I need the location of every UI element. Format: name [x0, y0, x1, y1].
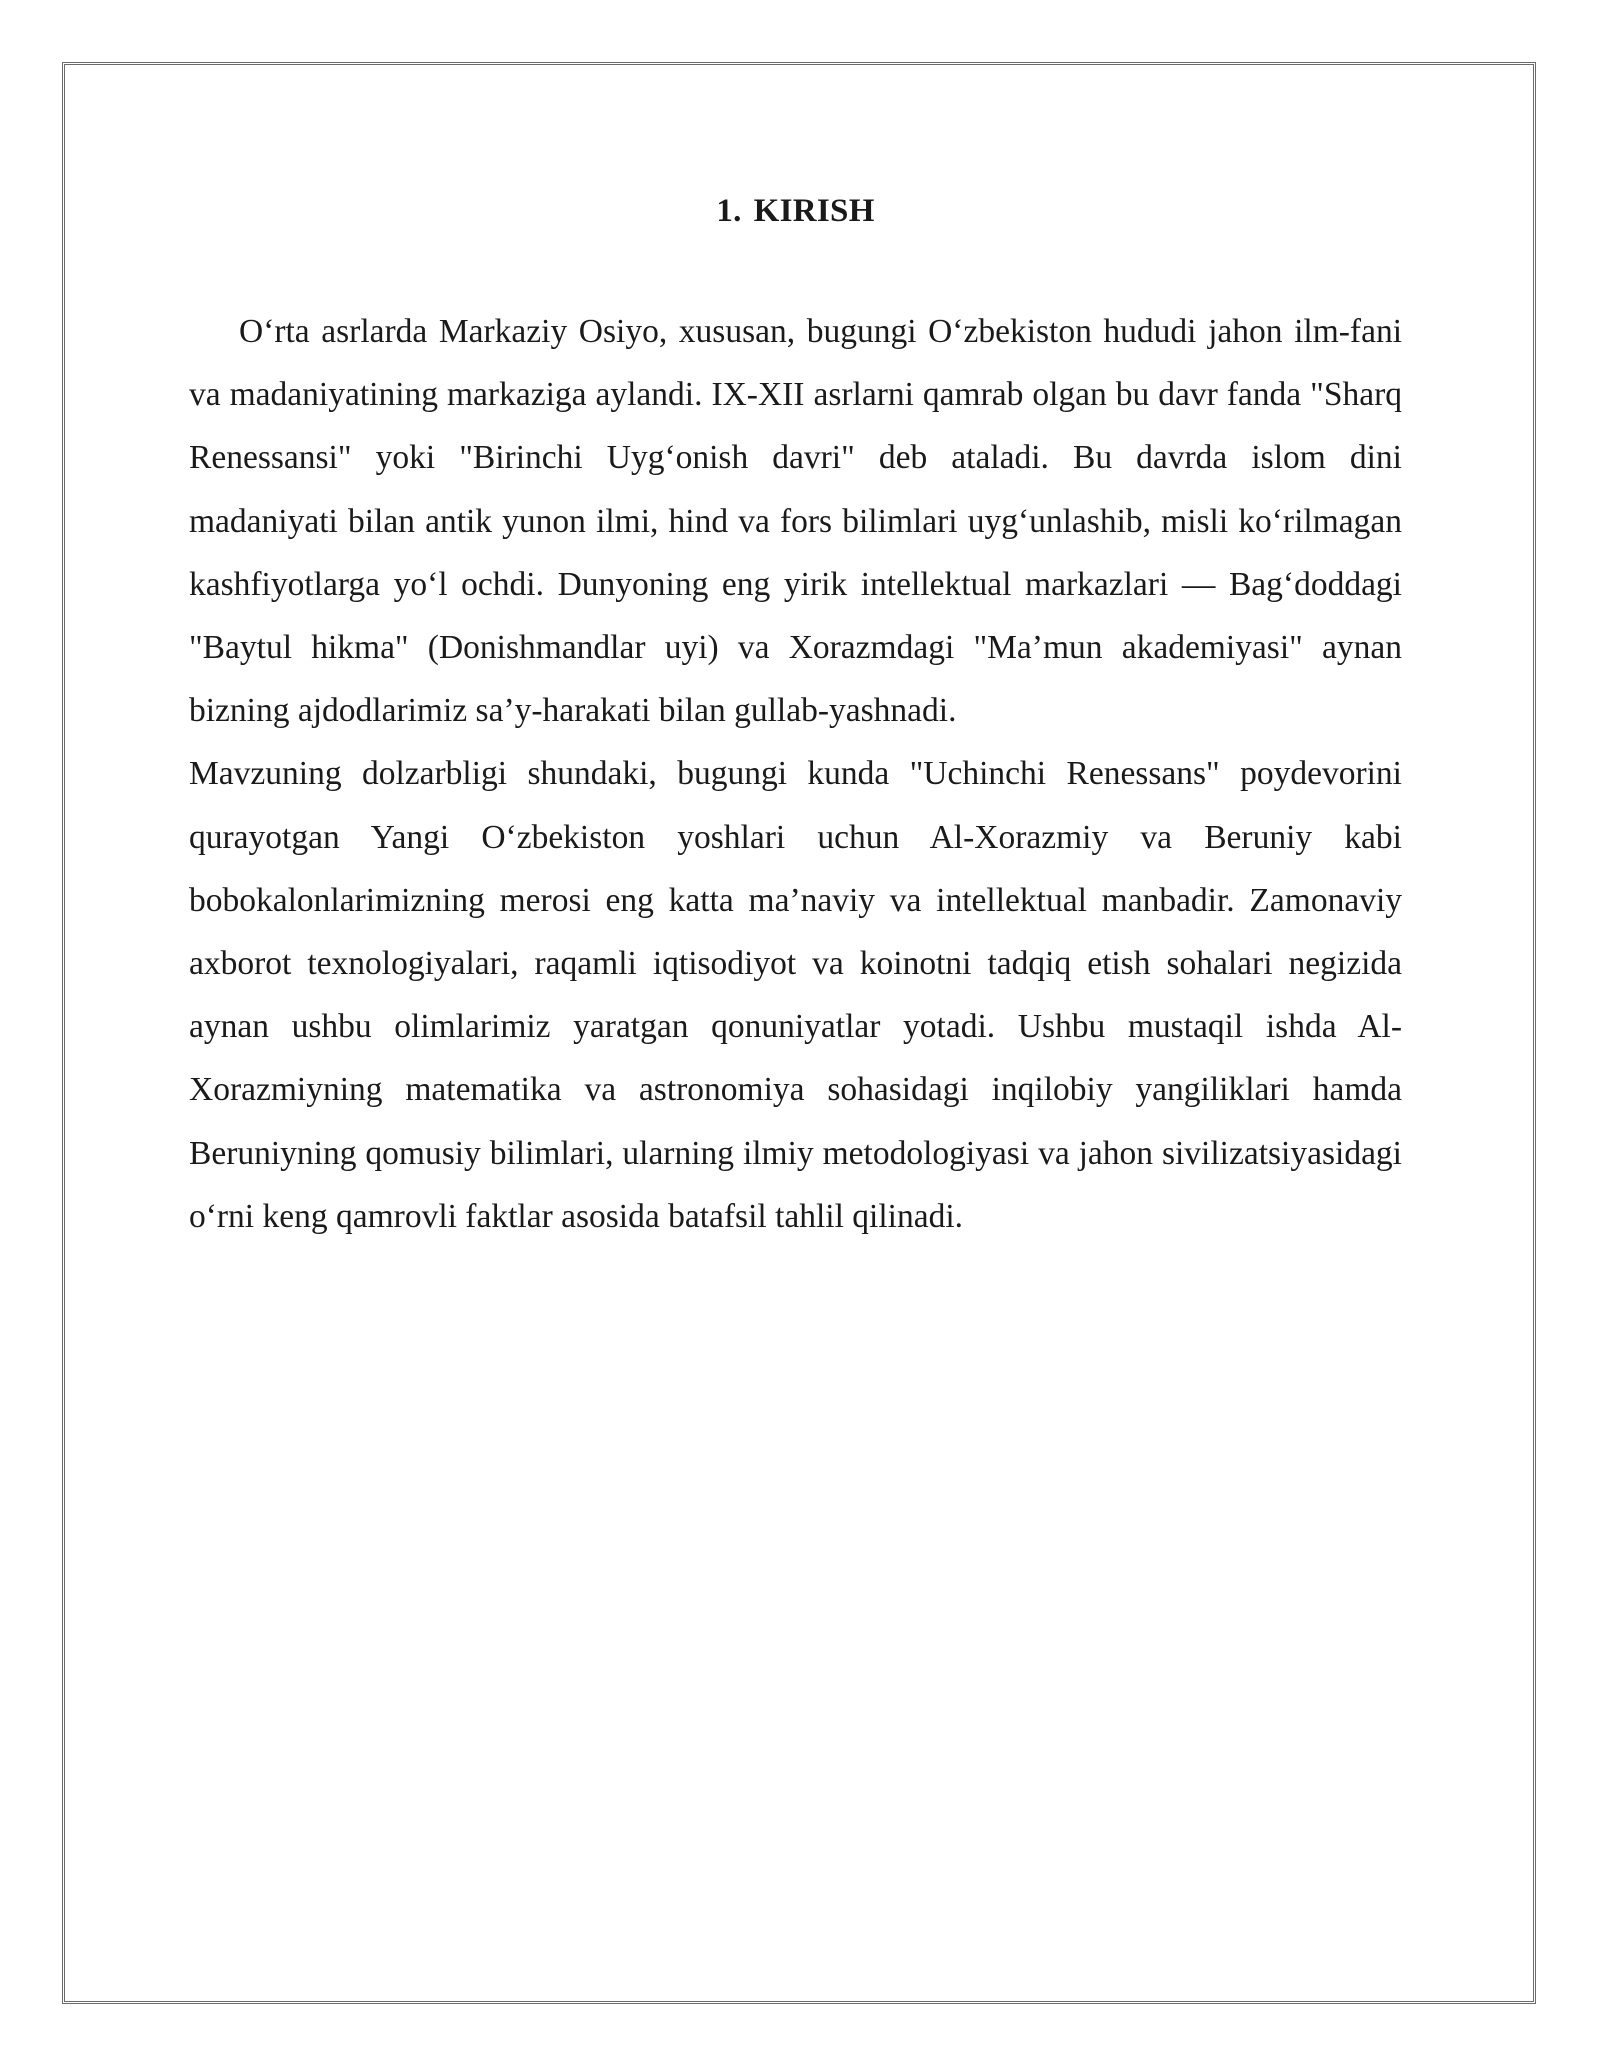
section-title: KIRISH: [753, 193, 875, 229]
intro-paragraph: O‘rta asrlarda Markaziy Osiyo, xususan, bugungi O‘zbekiston hududi jahon ilm-fani va madaniyatining markaziga aylandi. IX-XII asrlarni qamrab olgan bu davr fanda "Sharq Renessansi" yoki "Birinchi Uyg‘onish davri" deb ataladi. Bu davrda islom dini madaniyati bilan antik yunon ilmi, hind va fors bilimlari uyg‘unlashib, misli ko‘rilmagan kashfiyotlarga yo‘l ochdi. Dunyoning eng yirik intellektual markazlari — Bag‘doddagi "Baytul hikma" (Donishmandlar uyi) va Xorazmdagi "Ma’mun akademiyasi" aynan bizning ajdodlarimiz sa’y-harakati bilan gullab-yashnadi.: [189, 313, 1402, 730]
section-heading: [189, 178, 1402, 244]
page-content: [189, 178, 1402, 1248]
relevance-paragraph: Mavzuning dolzarbligi shundaki, bugungi kunda "Uchinchi Renessans" poydevorini qurayotgan Yangi O‘zbekiston yoshlari uchun Al-Xorazmiy va Beruniy kabi bobokalonlarimizning merosi eng katta ma’naviy va intellektual manbadir. Zamonaviy axborot texnologiyalari, raqamli iqtisodiyot va koinotni tadqiq etish sohalari negizida aynan ushbu olimlarimiz yaratgan qonuniyatlar yotadi. Ushbu mustaqil ishda Al-Xorazmiyning matematika va astronomiya sohasidagi inqilobiy yangiliklari hamda Beruniyning qomusiy bilimlari, ularning ilmiy metodologiyasi va jahon sivilizatsiyasidagi o‘rni keng qamrovli faktlar asosida batafsil tahlil qilinadi.: [189, 755, 1402, 1235]
section-number: 1.: [716, 193, 742, 229]
